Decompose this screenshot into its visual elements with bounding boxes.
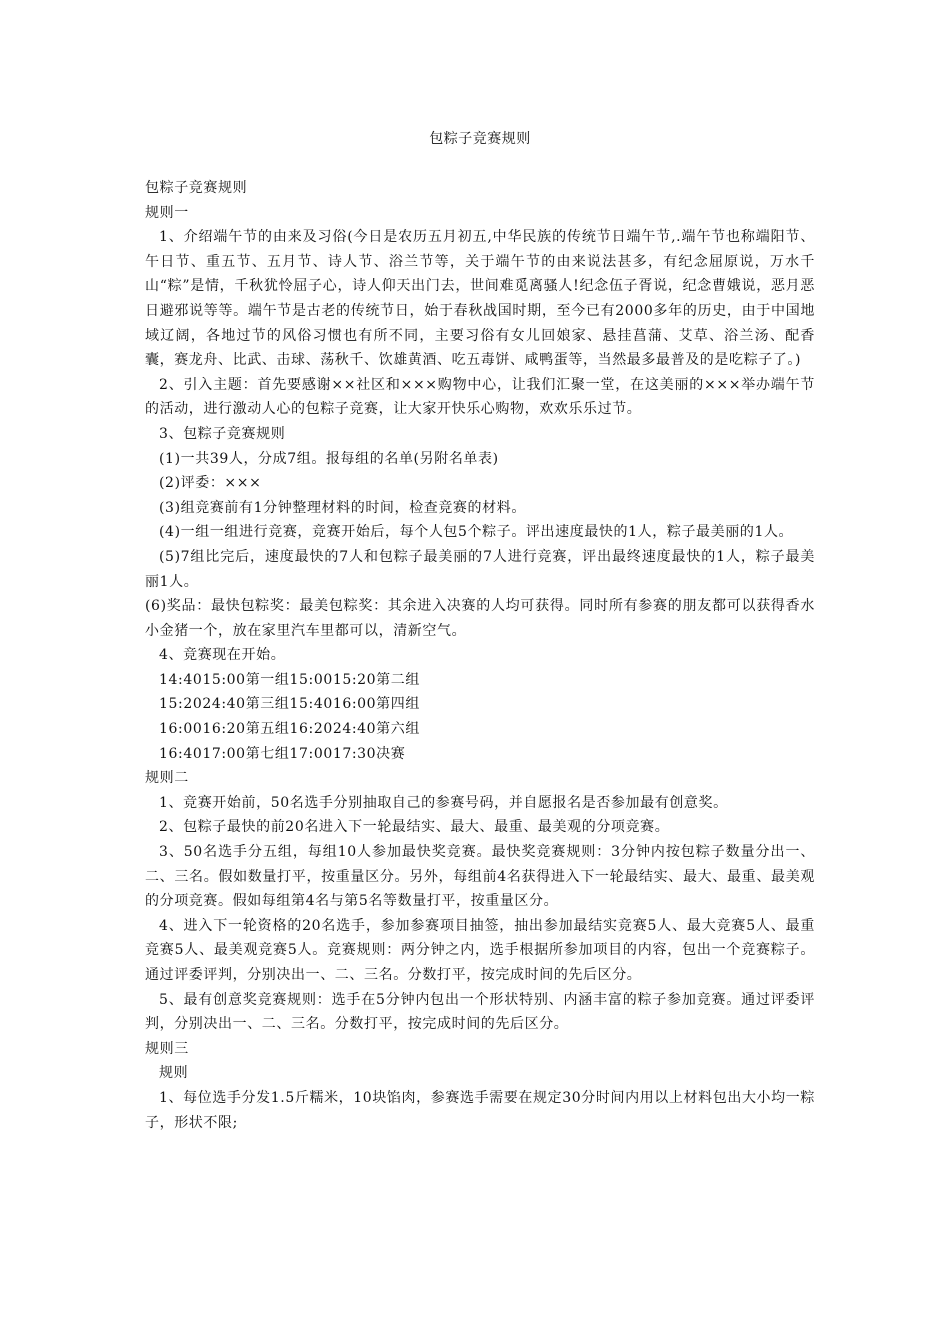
rule-2-paragraph: 4、进入下一轮资格的20名选手，参加参赛项目抽签，抽出参加最结实竞赛5人、最大竞赛5人、最重竞赛5人、最美观竞赛5人。竞赛规则：两分钟之内，选手根据所参加项目的内容，包出一个竞赛粽子。通过评委评判，分别决出一、二、三名。分数打平，按完成时间的先后区分。 [145,917,815,983]
rule-1-item: (5)7组比完后，速度最快的7人和包粽子最美丽的7人进行竞赛，评出最终速度最快的1人，粽子最美丽1人。 [145,548,815,590]
document-body [145,176,815,1135]
schedule-line: 16:0016:20第五组16:2024:40第六组 [159,721,420,738]
document-title: 包粽子竞赛规则 [429,131,531,147]
schedule-line: 16:4017:00第七组17:0017:30决赛 [159,745,406,762]
rule-3-heading: 规则三 [145,1040,189,1057]
rule-1-item: (2)评委：××× [159,475,262,492]
rule-3-subheading: 规则 [159,1065,189,1082]
rule-1-item: (1)一共39人，分成7组。报每组的名单(另附名单表) [159,450,499,467]
rule-1-paragraph: 4、竞赛现在开始。 [159,647,286,664]
section-heading: 包粽子竞赛规则 [145,180,248,196]
rule-1-item: (6)奖品：最快包粽奖：最美包粽奖：其余进入决赛的人均可获得。同时所有参赛的朋友都可以获得香水小金猪一个，放在家里汽车里都可以，清新空气。 [145,598,815,639]
rule-1-paragraph: 3、包粽子竞赛规则 [159,425,286,442]
rule-1-heading: 规则一 [145,204,189,221]
rule-3-paragraph: 1、每位选手分发1.5斤糯米，10块馅肉，参赛选手需要在规定30分时间内用以上材料包出大小均一粽子，形状不限; [145,1089,815,1131]
rule-2-paragraph: 3、50名选手分五组，每组10人参加最快奖竞赛。最快奖竞赛规则：3分钟内按包粽子数量分出一、二、三名。假如数量打平，按重量区分。另外，每组前4名获得进入下一轮最结实、最大、最重、最美观的分项竞赛。假如每组第4名与第5名等数量打平，按重量区分。 [145,844,815,910]
schedule-line: 14:4015:00第一组15:0015:20第二组 [159,671,420,688]
rule-2-paragraph: 2、包粽子最快的前20名进入下一轮最结实、最大、最重、最美观的分项竞赛。 [159,819,670,836]
rule-1-paragraph: 1、介绍端午节的由来及习俗(今日是农历五月初五,中华民族的传统节日端午节,.端午节也称端阳节、午日节、重五节、五月节、诗人节、浴兰节等，关于端午节的由来说法甚多，有纪念屈原说，万水千山“粽”是情，千秋犹怜屈子心，诗人仰天出门去，世间难觅离骚人!纪念伍子胥说，纪念曹娥说，恶月恶日避邪说等等。端午节是古老的传统节日，始于春秋战国时期，至今已有2000多年的历史，由于中国地域辽阔，各地过节的风俗习惯也有所不同，主要习俗有女儿回娘家、悬挂菖蒲、艾草、浴兰汤、配香囊，赛龙舟、比武、击球、荡秋千、饮雄黄酒、吃五毒饼、咸鸭蛋等，当然最多最普及的是吃粽子了。) [145,229,815,369]
schedule-line: 15:2024:40第三组15:4016:00第四组 [159,696,420,713]
rule-2-paragraph: 5、最有创意奖竞赛规则：选手在5分钟内包出一个形状特别、内涵丰富的粽子参加竞赛。通过评委评判，分别决出一、二、三名。分数打平，按完成时间的先后区分。 [145,991,815,1033]
rule-1-item: (3)组竞赛前有1分钟整理材料的时间，检查竞赛的材料。 [159,499,526,516]
rule-2-paragraph: 1、竞赛开始前，50名选手分别抽取自己的参赛号码，并自愿报名是否参加最有创意奖。 [159,794,728,811]
rule-1-item: (4)一组一组进行竞赛，竞赛开始后，每个人包5个粽子。评出速度最快的1人，粽子最美丽的1人。 [159,524,794,541]
rule-1-paragraph: 2、引入主题：首先要感谢××社区和×××购物中心，让我们汇聚一堂，在这美丽的×××举办端午节的活动，进行激动人心的包粽子竞赛，让大家开快乐心购物，欢欢乐乐过节。 [145,376,815,418]
rule-2-heading: 规则二 [145,770,189,787]
